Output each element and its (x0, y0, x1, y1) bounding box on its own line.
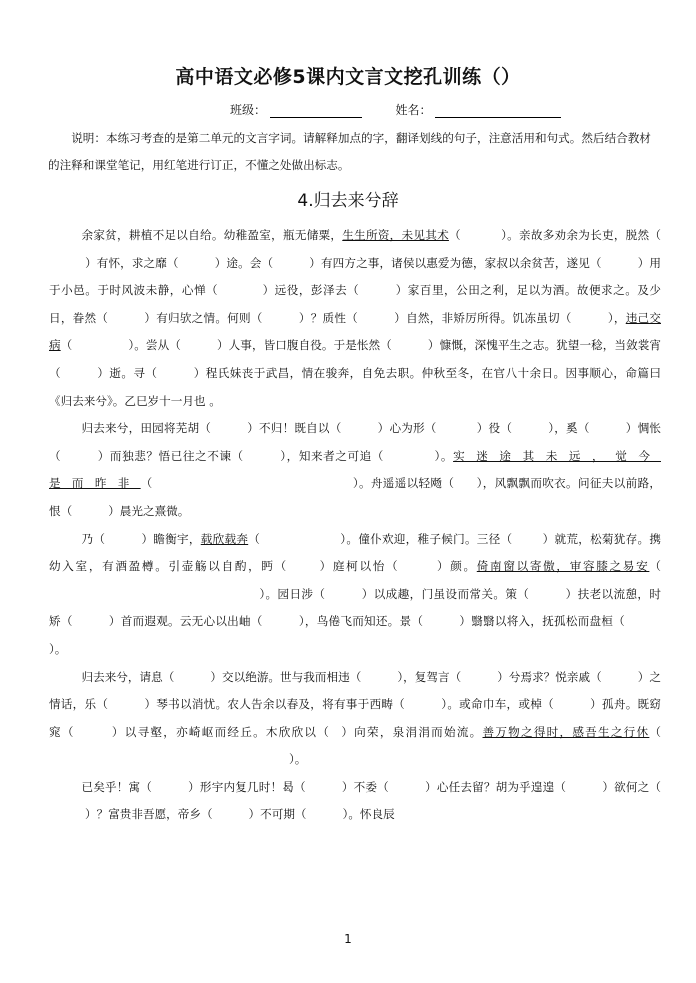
page-title: 高中语文必修5课内文言文挖孔训练（） (175, 66, 521, 88)
underlined-sentence: 载欣载奔 (200, 531, 249, 546)
name-label: 姓名： (395, 103, 432, 117)
underlined-sentence: 倚南窗以寄傲，审容膝之易安 (476, 559, 650, 574)
class-label: 班级： (230, 103, 267, 117)
paragraph-2: 归去来兮，田园将芜胡（ ）不归！既自以（ ）心为形（ ）役（ ），奚（ ）惆怅（ ）而独悲？悟已往之不谏（ ），知来者之可追（ ）。实迷途其未远，觉今是而昨非（ ）。舟遥遥以轻飏（ ），风飘飘而吹衣。问征夫以前路，恨（ ）晨光之熹微。 (49, 421, 661, 518)
underlined-sentence: 实迷途其未远，觉今是而昨非 (49, 448, 661, 491)
student-info (230, 101, 561, 118)
paragraph-5: 已矣乎！寓（ ）形宇内复几时！曷（ ）不委（ ）心任去留？胡为乎遑遑（ ）欲何之（）？富贵非吾愿，帝乡（ ）不可期（ ）。怀良辰 (81, 779, 661, 822)
name-field[interactable] (435, 103, 561, 118)
page-number: 1 (344, 932, 352, 946)
exercise-body (49, 222, 661, 829)
underlined-sentence: 善万物之得时，感吾生之行休 (482, 724, 650, 739)
instructions: 说明：本练习考查的是第二单元的文言字词。请解释加点的字，翻译划线的句子，注意活用和句式。然后结合教材的注释和课堂笔记，用红笔进行订正，不懂之处做出标志。 (48, 131, 651, 172)
section-title: 4.归去来兮辞 (297, 191, 399, 211)
paragraph-3: 乃（ ）瞻衡宇，载欣载奔（ ）。僮仆欢迎，稚子候门。三径（ ）就荒，松菊犹存。携幼入室，有酒盈樽。引壶觞以自酌，眄（ ）庭柯以怡（ ）颜。倚南窗以寄傲，审容膝之易安（）。园日涉（ ）以成趣，门虽设而常关。策（ ）扶老以流憩，时矫（ ）首而遐观。云无心以出岫（ ），鸟倦飞而知还。景（ ）翳翳以将入，抚孤松而盘桓（）。 (49, 531, 661, 656)
paragraph-4: 归去来兮，请息（ ）交以绝游。世与我而相违（ ），复驾言（ ）兮焉求？悦亲戚（ ）之情话，乐（ ）琴书以消忧。农人告余以春及，将有事于西畴（ ）。或命巾车，或棹（ ）孤舟。既窈窕（ ）以寻壑，亦崎岖而经丘。木欣欣以（ ）向荣，泉涓涓而始流。善万物之得时，感吾生之行休（）。 (49, 669, 661, 767)
class-field[interactable] (270, 103, 362, 118)
underlined-sentence: 违己交病 (49, 310, 661, 353)
underlined-sentence: 生生所资，未见其术 (342, 228, 449, 242)
paragraph-1: 余家贫，耕植不足以自给。幼稚盈室，瓶无储粟，生生所资，未见其术（ ）。亲故多劝余为长吏，脱然（）有怀，求之靡（ ）途。会（ ）有四方之事，诸侯以惠爱为德，家叔以余贫苦，遂见（ ）用于小邑。于时风波未静，心惮（ ）远役，彭泽去（ ）家百里，公田之利，足以为酒。故便求之。及少日，眷然（ ）有归欤之情。何则（ ）？质性（ ）自然，非矫厉所得。饥冻虽切（ ），违己交病（ ）。尝从（ ）人事，皆口腹自役。于是怅然（ ）慷慨，深愧平生之志。犹望一稔，当敛裳宵（ ）逝。寻（ ）程氏妹丧于武昌，情在骏奔，自免去职。仲秋至冬，在官八十余日。因事顺心，命篇曰《归去来兮》。乙巳岁十一月也 。 (49, 228, 661, 408)
